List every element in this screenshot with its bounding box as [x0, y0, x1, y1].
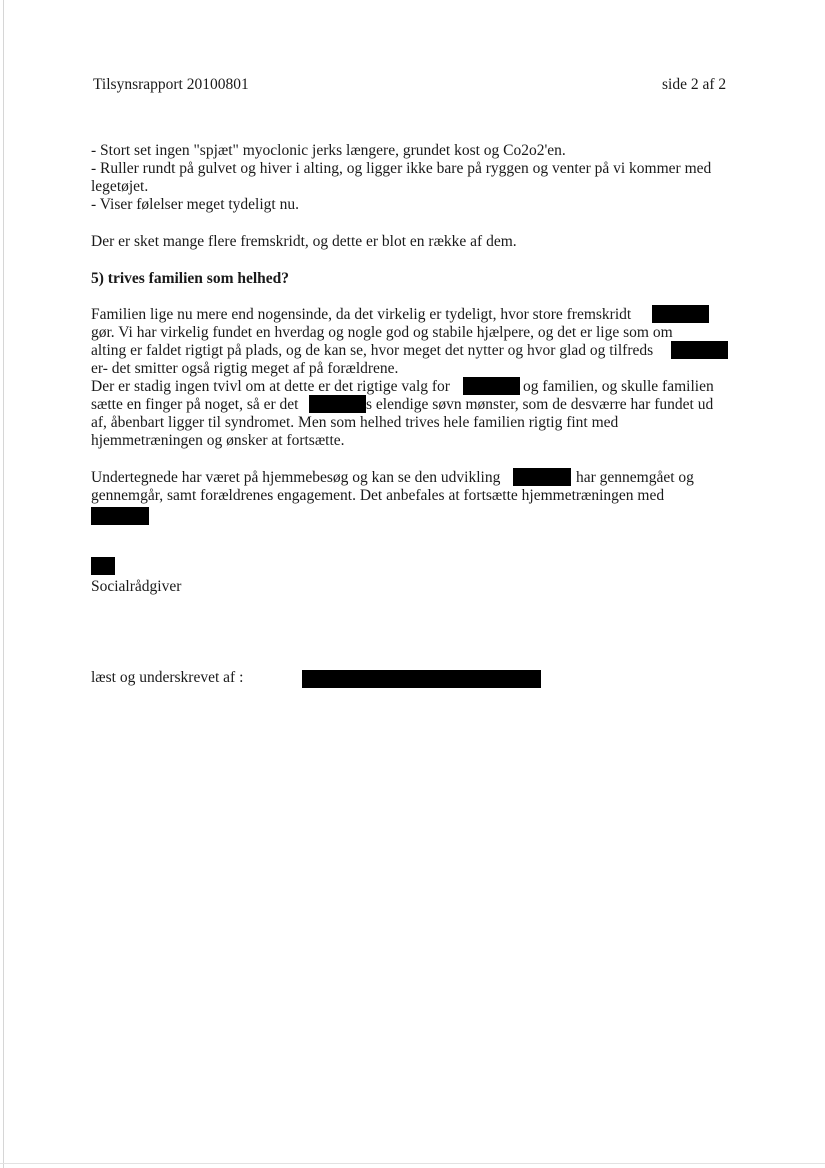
redaction-box [91, 557, 115, 575]
signature-role: Socialrådgiver [91, 578, 182, 595]
scan-bottom-edge [0, 1163, 825, 1164]
bullet-line: - Stort set ingen "spjæt" myoclonic jerks længere, grundet kost og Co2o2'en. [91, 142, 566, 159]
scan-edge [3, 0, 4, 1168]
paragraph-line: s elendige søvn mønster, som de desværre har fundet ud [366, 396, 714, 413]
bullet-line: - Viser følelser meget tydeligt nu. [91, 196, 299, 213]
read-signed-label: læst og underskrevet af : [91, 669, 244, 686]
paragraph-line: alting er faldet rigtigt på plads, og de kan se, hvor meget det nytter og hvor glad og tilfreds [91, 342, 654, 359]
redaction-box [91, 507, 149, 525]
conclusion-line: Undertegnede har været på hjemmebesøg og kan se den udvikling [91, 469, 501, 486]
conclusion-line: har gennemgået og [576, 469, 694, 486]
bullet-line: legetøjet. [91, 178, 149, 195]
conclusion-line: gennemgår, samt forældrenes engagement. Det anbefales at fortsætte hjemmetræningen med [91, 487, 665, 504]
summary-text: Der er sket mange flere fremskridt, og dette er blot en række af dem. [91, 233, 517, 250]
redaction-box [652, 305, 709, 323]
paragraph-line: hjemmetræningen og ønsker at fortsætte. [91, 432, 345, 449]
paragraph-line: af, åbenbart ligger til syndromet. Men som helhed trives hele familien rigtig fint med [91, 414, 619, 431]
page-number: side 2 af 2 [662, 76, 727, 93]
paragraph-line: Der er stadig ingen tvivl om at dette er det rigtige valg for [91, 378, 450, 395]
paragraph-line: Familien lige nu mere end nogensinde, da det virkelig er tydeligt, hvor store fremskridt [91, 306, 632, 323]
redaction-box [671, 341, 728, 359]
paragraph-line: sætte en finger på noget, så er det [91, 396, 299, 413]
document-title: Tilsynsrapport 20100801 [93, 76, 249, 93]
redaction-box [513, 468, 571, 486]
paragraph-line: gør. Vi har virkelig fundet en hverdag og nogle god og stabile hjælpere, og det er lige som om [91, 324, 673, 341]
section-heading: 5) trives familien som helhed? [91, 270, 290, 287]
redaction-box [309, 395, 366, 413]
bullet-line: - Ruller rundt på gulvet og hiver i alting, og ligger ikke bare på ryggen og venter på vi kommer med [91, 160, 712, 177]
paragraph-line: er- det smitter også rigtig meget af på forældrene. [91, 360, 399, 377]
paragraph-line: og familien, og skulle familien [523, 378, 714, 395]
redaction-box [463, 377, 520, 395]
signature-redaction [302, 670, 541, 688]
